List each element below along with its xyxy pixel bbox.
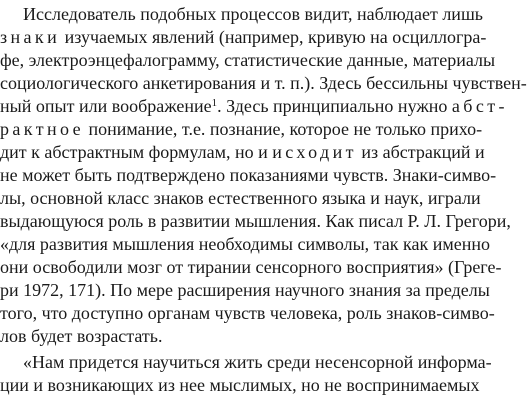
text-line bbox=[0, 325, 162, 348]
text-span: Исследователь подобных процессов видит, наблюдает лишь bbox=[23, 4, 484, 24]
emphasized-word: знаки bbox=[0, 27, 61, 47]
text-span: дит к абстрактным формулам, но и bbox=[0, 142, 268, 162]
footnote-marker: 1 bbox=[211, 97, 218, 109]
text-span: . Здесь принципиально нужно bbox=[217, 96, 448, 116]
text-span: ции и возникающих из нее мыслимых, но не воспринимаемых bbox=[0, 375, 480, 395]
text-span: лов будет возрастать. bbox=[0, 326, 163, 346]
text-span: «Нам придется научиться жить среди несенсорной информа- bbox=[23, 352, 492, 372]
text-line bbox=[0, 164, 519, 187]
emphasized-word: рактное bbox=[0, 119, 85, 139]
text-span: изучаемых явлений (например, кривую на осциллогра- bbox=[64, 27, 487, 47]
text-line bbox=[23, 3, 519, 26]
text-line bbox=[0, 256, 519, 279]
emphasized-word: абст- bbox=[451, 96, 508, 116]
text-span: того, что доступно органам чувств человека, роль знаков-симво- bbox=[0, 303, 495, 323]
text-line bbox=[0, 210, 519, 233]
text-line bbox=[0, 118, 519, 141]
text-line bbox=[0, 302, 519, 325]
text-span: они освободили мозг от тирании сенсорного восприятия» (Греге- bbox=[0, 257, 502, 277]
text-line bbox=[0, 72, 527, 95]
text-line bbox=[0, 233, 519, 256]
text-line bbox=[0, 49, 519, 72]
text-span: «для развития мышления необходимы символы, так как именно bbox=[0, 234, 490, 254]
text-line bbox=[23, 351, 519, 374]
text-line bbox=[0, 26, 519, 49]
text-span: из абстракций и bbox=[361, 142, 485, 162]
text-span: выдающуюся роль в развитии мышления. Как писал Р. Л. Грегори, bbox=[0, 211, 511, 231]
text-span: не может быть подтверждено показаниями чувств. Знаки-симво- bbox=[0, 165, 497, 185]
text-span: понимание, т.е. познание, которое не только прихо- bbox=[88, 119, 483, 139]
text-line bbox=[0, 374, 519, 397]
text-span: фе, электроэнцефалограмму, статистические данные, материалы bbox=[0, 50, 496, 70]
text-line bbox=[0, 141, 519, 164]
text-line bbox=[0, 95, 519, 118]
text-span: ный опыт или воображение bbox=[0, 96, 212, 116]
text-span: социологического анкетирования и т. п.). Здесь бессильны чувствен- bbox=[0, 73, 527, 93]
text-line bbox=[0, 279, 519, 302]
text-span: лы, основной класс знаков естественного языка и наук, играли bbox=[0, 188, 481, 208]
text-span: ри 1972, 171). По мере расширения научного знания за пределы bbox=[0, 280, 490, 300]
text-line bbox=[0, 187, 519, 210]
emphasized-word: исходит bbox=[272, 142, 357, 162]
